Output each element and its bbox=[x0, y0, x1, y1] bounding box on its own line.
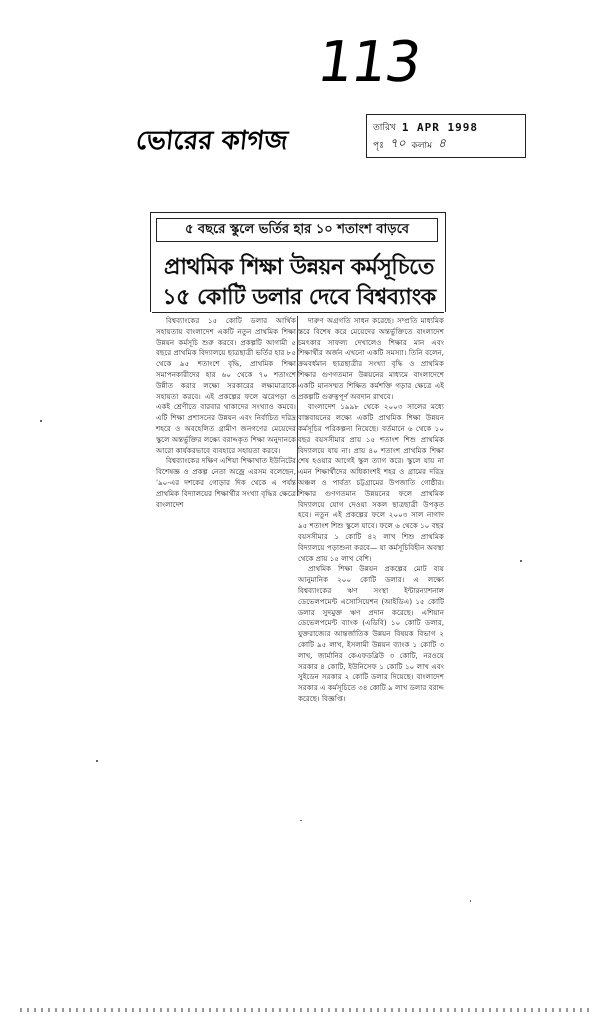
stamp-column-label: কলাম bbox=[411, 140, 433, 151]
scan-speck bbox=[96, 760, 98, 762]
headline-rule bbox=[152, 312, 444, 313]
right-paragraph-3: প্রাথমিক শিক্ষা উন্নয়ন প্রকল্পের মোট ব্যয় আনুমানিক ২০০ কোটি ডলার। এ লক্ষ্যে বিশ্বব্যাংকের ঋণ সংস্থা ইন্টারন্যাশনাল ডেভেলপমেন্ট এসোসিয়েশন (আইডিএ) ১৫ কোটি ডলার সুদমুক্ত ঋণ প্রদান করেছে। এশিয়ান ডেভেলপমেন্ট ব্যাংক (এডিবি) ১০ কোটি ডলার, যুক্তরাজ্যের আন্তর্জাতিক উন্নয়ন বিষয়ক বিভাগ ২ কোটি ৯৫ লাখ, ইসলামী উন্নয়ন ব্যাংক ১ কোটি ৩ লাখ, জার্মানির কেএফডব্লিউ ৩ কোটি, নরওয়ে সরকার ৪ কোটি, ইউনিসেফ ১ কোটি ১০ লাখ এবং সুইডেন সরকার ২ কোটি ডলার দিয়েছে। বাংলাদেশ সরকার এ কর্মসূচিতে ৩৪ কোটি ৯ লাখ ডলার বরাদ্দ করেছে। বিজ্ঞপ্তি। bbox=[298, 564, 444, 703]
right-paragraph-1: দারুণ অগ্রগতি সাধন করেছে। সম্প্রতি মাধ্যমিক স্তরে বিশেষ করে মেয়েদের অন্তর্ভুক্তিতে বাংলাদেশ চমৎকার সাফল্য দেখালেও শিক্ষার মান এবং শিক্ষার্থীর অর্জন এখনো একটি সমস্যা। তিনি বলেন, ক্রমবর্ধমান ছাত্রছাত্রীর সংখ্যা বৃদ্ধি ও প্রাথমিক শিক্ষার গুণগতমান উন্নয়নের মাধ্যমে বাংলাদেশে একটি মানসম্মত শিক্ষিত কর্মশক্তি গড়ার ক্ষেত্রে এই প্রকল্পটি গুরুত্বপূর্ণ অবদান রাখবে। bbox=[298, 316, 444, 401]
scan-speck bbox=[40, 420, 42, 422]
newspaper-masthead: ভোরের কাগজ bbox=[134, 126, 290, 156]
handwritten-page-number: 113 bbox=[313, 30, 424, 95]
stamp-date-label: তারিখ bbox=[373, 122, 396, 133]
stamp-page-value: ৭০ bbox=[389, 136, 406, 150]
scan-speck bbox=[520, 560, 522, 562]
stamp-date-row bbox=[373, 118, 519, 136]
article-headline-line1: প্রাথমিক শিক্ষা উন্নয়ন কর্মসূচিতে bbox=[164, 255, 434, 280]
scan-bottom-edge bbox=[20, 1008, 590, 1012]
article-right-column bbox=[298, 316, 444, 724]
stamp-date-value: 1 APR 1998 bbox=[401, 120, 479, 134]
article-kicker: ৫ বছরে স্কুলে ভর্তির হার ১০ শতাংশ বাড়বে bbox=[156, 218, 438, 242]
left-paragraph-1: বিশ্বব্যাংকের ১৫ কোটি ডলার আর্থিক সহায়তায় বাংলাদেশ একটি নতুন প্রাথমিক শিক্ষা উন্নয়ন কর্মসূচি শুরু করবে। প্রকল্পটি আগামী ৫ বছরে প্রাথমিক বিদ্যালয়ে ছাত্রছাত্রী ভর্তির হার ৮৫ থেকে ৯৫ শতাংশে বৃদ্ধি, প্রাথমিক শিক্ষা সমাপনকারীদের হার ৬০ থেকে ৭০ শতাংশে উন্নীত করার লক্ষ্যে সরকারের লক্ষ্যমাত্রাকে সহায়তা করবে। এই প্রকল্পের ফলে ঝরেপড়া ও একই শ্রেণীতে বারবার থাকাদের সংখ্যাও কমবে। এটি শিক্ষা প্রশাসনের উন্নয়ন এবং নির্বাচিত দরিদ্র শহরে ও অবহেলিত গ্রামীণ জনগণের মেয়েদের স্কুলে অন্তর্ভুক্তির লক্ষ্যে বরাদ্দকৃত শিক্ষা অনুদানকে আরো কার্যকরভাবে ব্যবহারে সহায়তা করবে। bbox=[156, 316, 296, 455]
article-headline-line2: ১৫ কোটি ডলার দেবে বিশ্বব্যাংক bbox=[162, 285, 436, 310]
left-paragraph-2: বিশ্বব্যাংকের দক্ষিণ এশিয়া শিক্ষাখাত ইউনিটের বিশেষজ্ঞ ও প্রকল্প নেতা অজ্রে এরসম বলেছেন, '৯০-এর দশকের গোড়ার দিক থেকে এ পর্যন্ত প্রাথমিক বিদ্যালয়ের শিক্ষার্থীর সংখ্যা বৃদ্ধির ক্ষেত্রে বাংলাদেশ bbox=[156, 456, 296, 509]
scan-speck bbox=[300, 820, 302, 821]
stamp-page-row bbox=[373, 136, 519, 154]
date-stamp bbox=[366, 114, 526, 158]
scan-speck bbox=[470, 900, 471, 902]
stamp-page-label: পৃঃ bbox=[373, 140, 384, 151]
stamp-column-value: ৪ bbox=[438, 136, 446, 150]
article-left-column bbox=[156, 316, 296, 509]
right-paragraph-2: বাংলাদেশ ১৯৯৮ থেকে ২০০৩ সালের মধ্যে বাস্তবায়নের লক্ষ্যে একটি প্রাথমিক শিক্ষা উন্নয়ন কর্মসূচির পরিকল্পনা নিয়েছে। বর্তমানে ৬ থেকে ১০ বছর বয়সসীমার প্রায় ১৫ শতাংশ শিশু প্রাথমিক বিদ্যালয়ে যায় না। প্রায় ৪০ শতাংশ প্রাথমিক শিক্ষা শেষ হওয়ার আগেই স্কুল ত্যাগ করে। স্কুলে যায় না এমন শিক্ষার্থীদের অধিকাংশই শহর ও গ্রামের দরিদ্র অঞ্চল ও পার্বত্য চট্টগ্রামের উপজাতি গোষ্ঠীর। শিক্ষার গুণগতমান উন্নয়নের ফলে প্রাথমিক বিদ্যালয়ে যোগ দেওয়া সকল ছাত্রছাত্রী উপকৃত হবে। নতুন এই প্রকল্পের ফলে ২০০৩ সাল নাগাদ ৯৫ শতাংশ শিশু স্কুলে যাবে। ফলে ৬ থেকে ১০ বছর বয়সসীমার ১ কোটি ৪২ লাখ শিশু প্রাথমিক বিদ্যালয়ে পড়াশুনা করবে— যা কর্মসূচিবিহীন অবস্থা থেকে প্রায় ১৫ লাখ বেশি। bbox=[298, 402, 444, 563]
